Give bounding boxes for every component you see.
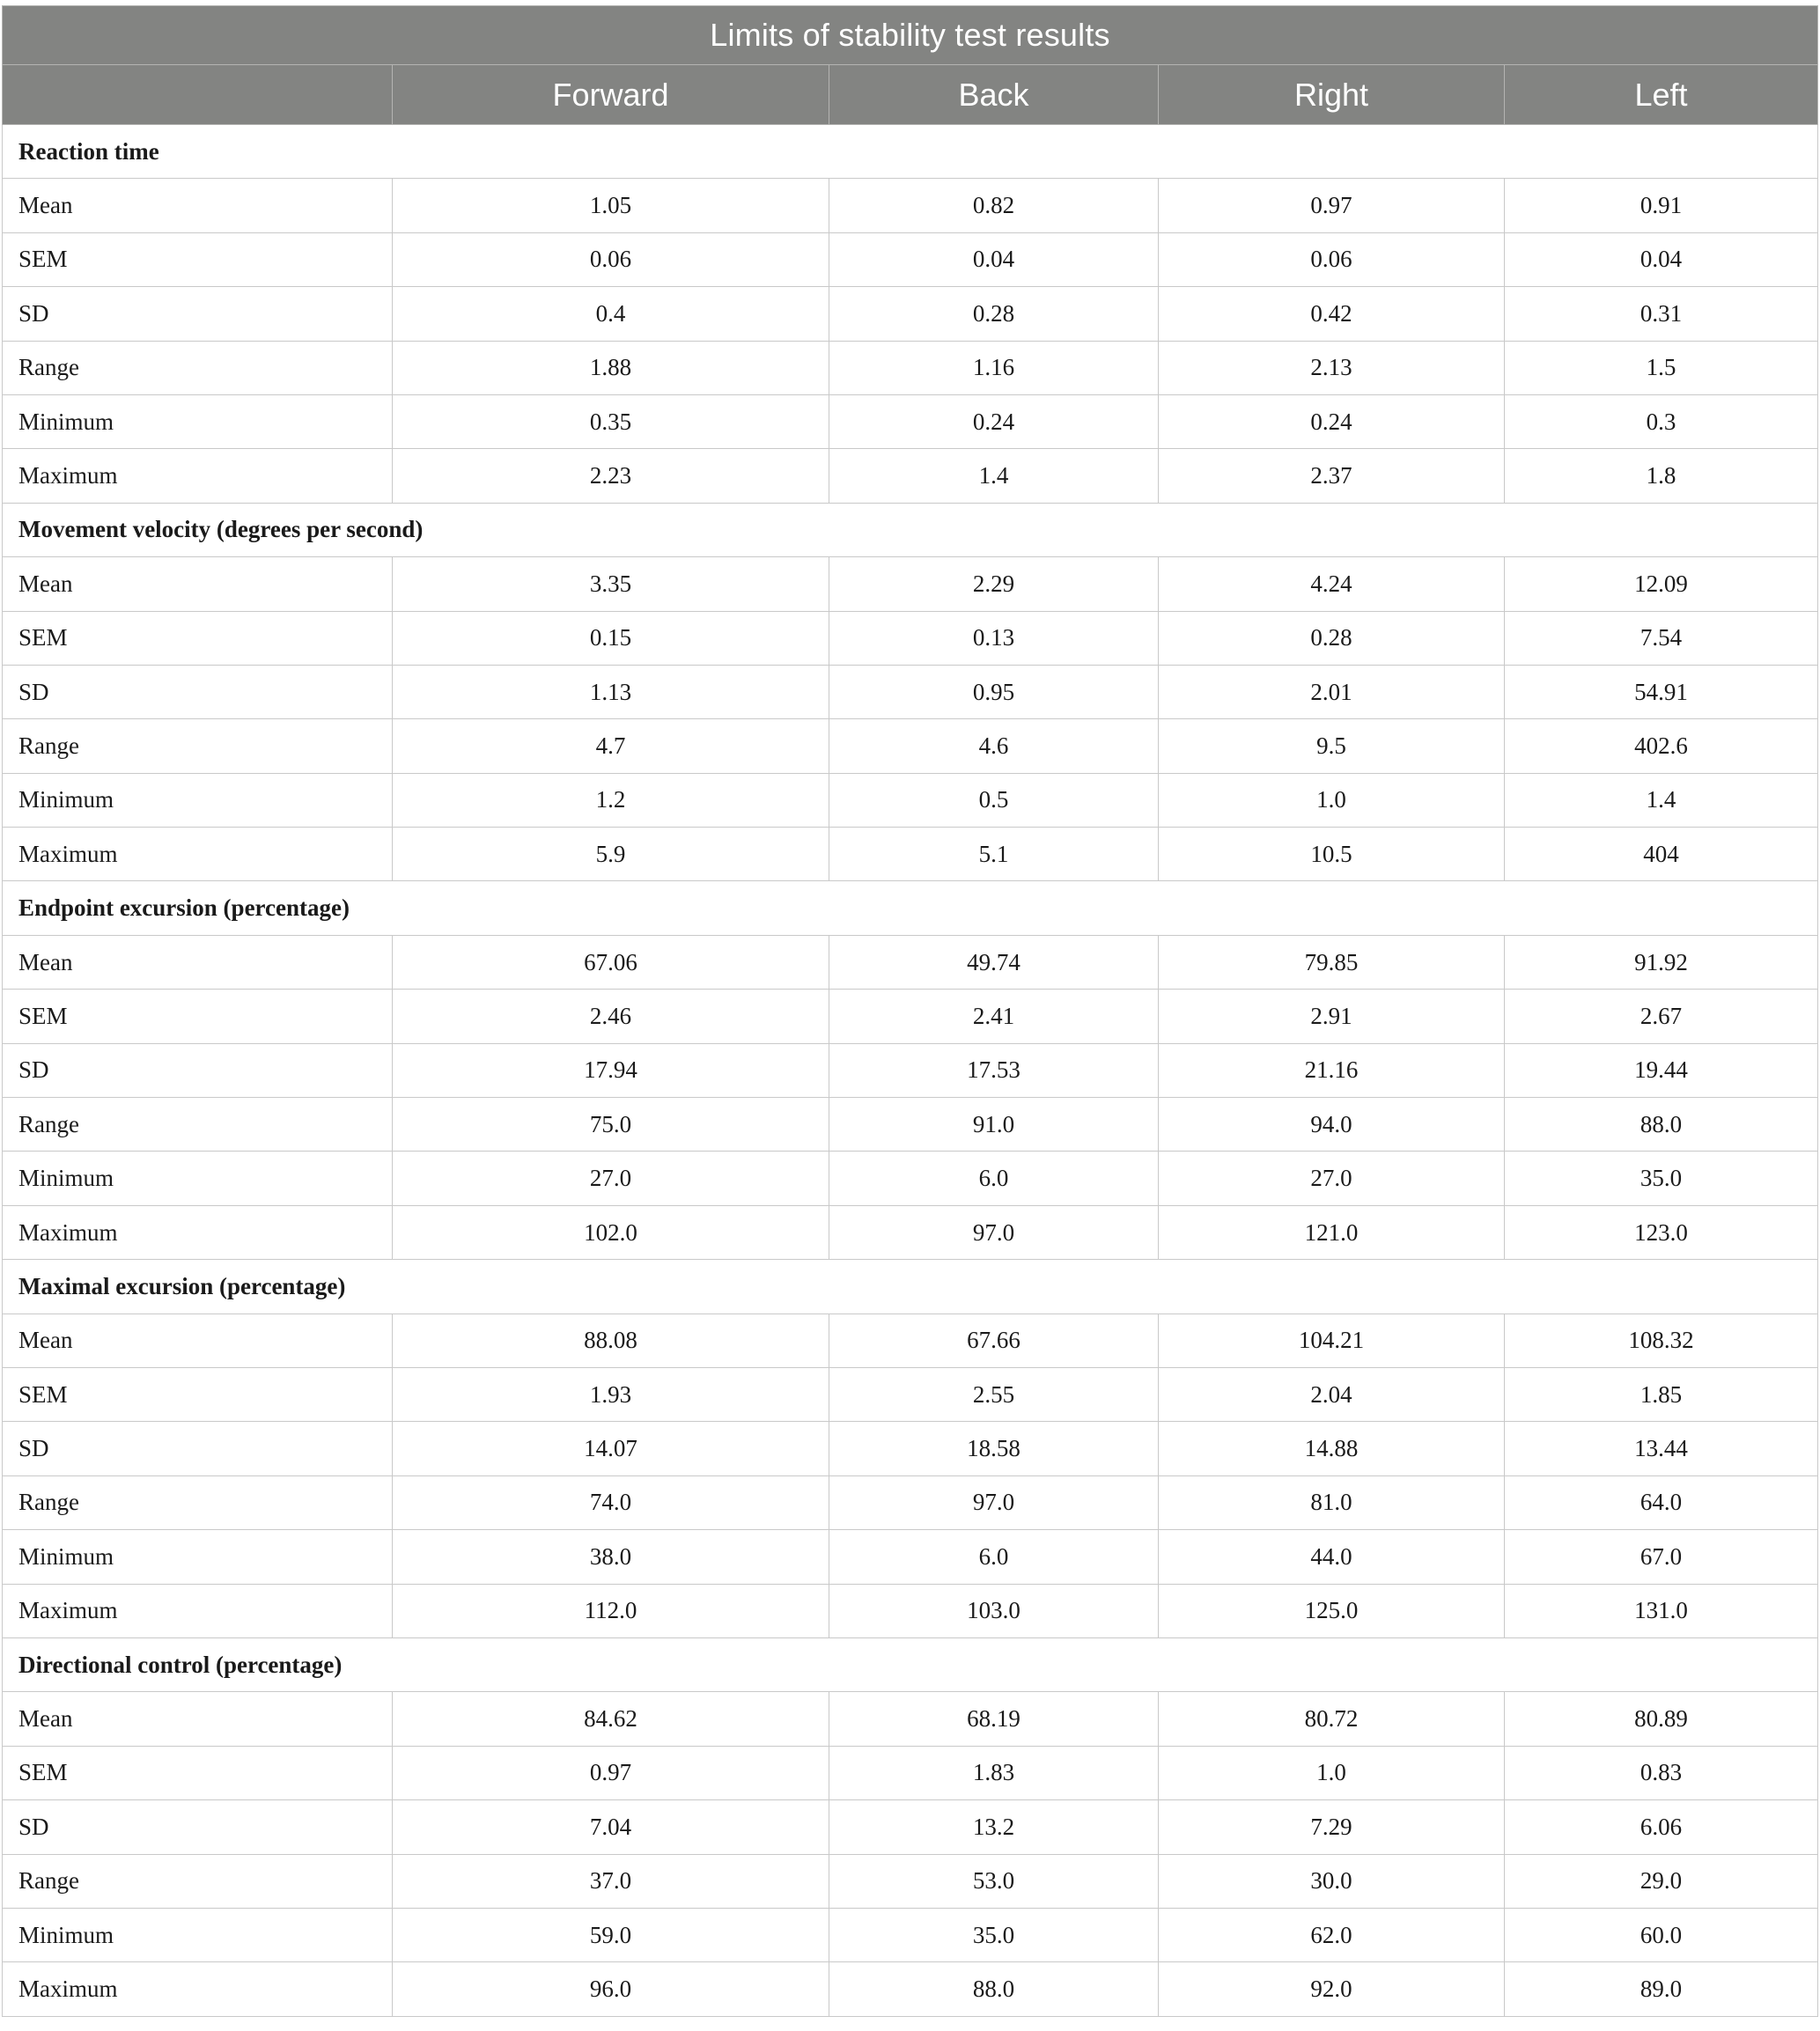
cell-left: 54.91 [1505,665,1818,718]
cell-forward: 14.07 [393,1422,829,1475]
cell-left: 13.44 [1505,1422,1818,1475]
table-row [3,1692,1818,1746]
cell-back: 0.82 [829,179,1159,232]
cell-forward: 7.04 [393,1800,829,1854]
table-row [3,1962,1818,2016]
section-header-row [3,881,1818,935]
cell-forward: 0.35 [393,394,829,448]
cell-left: 0.83 [1505,1746,1818,1799]
cell-forward: 75.0 [393,1098,829,1152]
cell-left: 0.3 [1505,394,1818,448]
cell-forward: 1.2 [393,773,829,827]
table-row [3,1098,1818,1152]
cell-forward: 1.05 [393,179,829,232]
cell-forward: 1.88 [393,341,829,394]
cell-left: 67.0 [1505,1530,1818,1584]
cell-forward: 1.93 [393,1367,829,1421]
cell-back: 4.6 [829,719,1159,773]
cell-back: 0.13 [829,611,1159,665]
cell-forward: 17.94 [393,1043,829,1097]
table-title-row [3,6,1818,65]
cell-back: 97.0 [829,1205,1159,1259]
section-header-row [3,125,1818,179]
cell-left: 80.89 [1505,1692,1818,1746]
row-label: Range [3,719,393,773]
cell-right: 125.0 [1159,1584,1505,1637]
section-title: Endpoint excursion (percentage) [3,881,1818,935]
section-title: Reaction time [3,125,1818,179]
table-row [3,1530,1818,1584]
cell-left: 19.44 [1505,1043,1818,1097]
cell-back: 2.41 [829,990,1159,1043]
table-row [3,287,1818,341]
row-label: Minimum [3,1908,393,1961]
row-label: Maximum [3,449,393,503]
cell-left: 123.0 [1505,1205,1818,1259]
table-row [3,179,1818,232]
cell-back: 1.16 [829,341,1159,394]
cell-forward: 67.06 [393,935,829,989]
cell-left: 0.91 [1505,179,1818,232]
cell-right: 0.42 [1159,287,1505,341]
cell-back: 0.5 [829,773,1159,827]
cell-right: 9.5 [1159,719,1505,773]
row-label: Minimum [3,773,393,827]
table-row [3,665,1818,718]
cell-left: 2.67 [1505,990,1818,1043]
column-header-right: Right [1159,65,1505,125]
cell-forward: 59.0 [393,1908,829,1961]
row-label: Maximum [3,1962,393,2016]
cell-back: 68.19 [829,1692,1159,1746]
cell-back: 1.83 [829,1746,1159,1799]
cell-forward: 5.9 [393,828,829,881]
table-row [3,1367,1818,1421]
row-label: Maximum [3,1205,393,1259]
cell-back: 2.55 [829,1367,1159,1421]
cell-forward: 37.0 [393,1854,829,1908]
row-label: Maximum [3,1584,393,1637]
cell-back: 35.0 [829,1908,1159,1961]
cell-left: 91.92 [1505,935,1818,989]
cell-forward: 0.97 [393,1746,829,1799]
row-label: SEM [3,232,393,286]
cell-left: 1.5 [1505,341,1818,394]
table-row [3,719,1818,773]
table-row [3,557,1818,611]
cell-back: 97.0 [829,1475,1159,1529]
cell-back: 0.28 [829,287,1159,341]
cell-left: 29.0 [1505,1854,1818,1908]
stability-results-table [2,5,1818,2017]
column-header-left: Left [1505,65,1818,125]
cell-left: 1.8 [1505,449,1818,503]
cell-right: 4.24 [1159,557,1505,611]
cell-left: 0.31 [1505,287,1818,341]
cell-left: 60.0 [1505,1908,1818,1961]
table-row [3,1314,1818,1367]
cell-left: 88.0 [1505,1098,1818,1152]
table-row [3,828,1818,881]
cell-right: 104.21 [1159,1314,1505,1367]
cell-forward: 38.0 [393,1530,829,1584]
section-title: Movement velocity (degrees per second) [3,503,1818,556]
row-label: Mean [3,557,393,611]
cell-right: 0.06 [1159,232,1505,286]
cell-forward: 0.4 [393,287,829,341]
row-label: Mean [3,935,393,989]
cell-forward: 1.13 [393,665,829,718]
row-label: Mean [3,1692,393,1746]
column-header-back: Back [829,65,1159,125]
section-header-row [3,503,1818,556]
table-row [3,1422,1818,1475]
cell-back: 13.2 [829,1800,1159,1854]
cell-left: 404 [1505,828,1818,881]
row-label: Mean [3,179,393,232]
section-header-row [3,1637,1818,1691]
table-row [3,341,1818,394]
cell-back: 18.58 [829,1422,1159,1475]
cell-left: 131.0 [1505,1584,1818,1637]
column-header-row [3,65,1818,125]
row-label: Range [3,1098,393,1152]
row-label: SD [3,1800,393,1854]
row-label: Minimum [3,1530,393,1584]
cell-back: 1.4 [829,449,1159,503]
cell-right: 27.0 [1159,1152,1505,1205]
table-title: Limits of stability test results [3,6,1818,65]
cell-right: 1.0 [1159,773,1505,827]
cell-forward: 112.0 [393,1584,829,1637]
cell-right: 0.97 [1159,179,1505,232]
cell-left: 12.09 [1505,557,1818,611]
cell-back: 88.0 [829,1962,1159,2016]
column-header-forward: Forward [393,65,829,125]
cell-left: 7.54 [1505,611,1818,665]
cell-forward: 102.0 [393,1205,829,1259]
table-row [3,773,1818,827]
row-label: Range [3,1854,393,1908]
row-label: Mean [3,1314,393,1367]
table-row [3,1908,1818,1961]
row-label: SEM [3,990,393,1043]
cell-back: 53.0 [829,1854,1159,1908]
cell-left: 1.4 [1505,773,1818,827]
cell-back: 0.04 [829,232,1159,286]
table-row [3,232,1818,286]
cell-back: 5.1 [829,828,1159,881]
table-row [3,1152,1818,1205]
cell-right: 7.29 [1159,1800,1505,1854]
cell-forward: 88.08 [393,1314,829,1367]
cell-right: 30.0 [1159,1854,1505,1908]
cell-forward: 0.06 [393,232,829,286]
cell-right: 14.88 [1159,1422,1505,1475]
cell-forward: 2.23 [393,449,829,503]
table-body [3,125,1818,2017]
cell-right: 79.85 [1159,935,1505,989]
cell-right: 2.91 [1159,990,1505,1043]
row-label: Range [3,341,393,394]
cell-left: 402.6 [1505,719,1818,773]
table-row [3,1746,1818,1799]
row-label: SD [3,665,393,718]
cell-back: 6.0 [829,1530,1159,1584]
cell-back: 91.0 [829,1098,1159,1152]
cell-right: 2.01 [1159,665,1505,718]
section-title: Directional control (percentage) [3,1637,1818,1691]
cell-back: 49.74 [829,935,1159,989]
cell-forward: 2.46 [393,990,829,1043]
row-label: SD [3,1422,393,1475]
row-label: Maximum [3,828,393,881]
table-row [3,611,1818,665]
row-label: SD [3,1043,393,1097]
cell-left: 6.06 [1505,1800,1818,1854]
section-title: Maximal excursion (percentage) [3,1260,1818,1314]
cell-forward: 74.0 [393,1475,829,1529]
table-row [3,1800,1818,1854]
cell-back: 6.0 [829,1152,1159,1205]
cell-left: 108.32 [1505,1314,1818,1367]
cell-left: 1.85 [1505,1367,1818,1421]
cell-right: 0.24 [1159,394,1505,448]
cell-right: 2.37 [1159,449,1505,503]
table-row [3,1584,1818,1637]
cell-right: 21.16 [1159,1043,1505,1097]
cell-left: 89.0 [1505,1962,1818,2016]
row-label: Minimum [3,1152,393,1205]
cell-right: 0.28 [1159,611,1505,665]
cell-right: 2.04 [1159,1367,1505,1421]
cell-back: 103.0 [829,1584,1159,1637]
cell-right: 81.0 [1159,1475,1505,1529]
column-header-blank [3,65,393,125]
cell-back: 67.66 [829,1314,1159,1367]
cell-right: 62.0 [1159,1908,1505,1961]
table-row [3,990,1818,1043]
cell-right: 10.5 [1159,828,1505,881]
section-header-row [3,1260,1818,1314]
table-row [3,935,1818,989]
row-label: SEM [3,1746,393,1799]
cell-back: 0.95 [829,665,1159,718]
table-row [3,1205,1818,1259]
cell-right: 94.0 [1159,1098,1505,1152]
cell-back: 17.53 [829,1043,1159,1097]
cell-left: 64.0 [1505,1475,1818,1529]
cell-right: 44.0 [1159,1530,1505,1584]
cell-forward: 3.35 [393,557,829,611]
cell-right: 92.0 [1159,1962,1505,2016]
cell-right: 2.13 [1159,341,1505,394]
row-label: SEM [3,1367,393,1421]
cell-forward: 84.62 [393,1692,829,1746]
cell-right: 1.0 [1159,1746,1505,1799]
cell-forward: 27.0 [393,1152,829,1205]
row-label: Range [3,1475,393,1529]
cell-forward: 4.7 [393,719,829,773]
table-row [3,1854,1818,1908]
cell-right: 80.72 [1159,1692,1505,1746]
cell-back: 0.24 [829,394,1159,448]
cell-forward: 96.0 [393,1962,829,2016]
row-label: SEM [3,611,393,665]
table-row [3,449,1818,503]
cell-back: 2.29 [829,557,1159,611]
table-header [3,6,1818,125]
table-row [3,394,1818,448]
row-label: SD [3,287,393,341]
cell-forward: 0.15 [393,611,829,665]
cell-right: 121.0 [1159,1205,1505,1259]
row-label: Minimum [3,394,393,448]
table-row [3,1043,1818,1097]
cell-left: 35.0 [1505,1152,1818,1205]
cell-left: 0.04 [1505,232,1818,286]
table-row [3,1475,1818,1529]
